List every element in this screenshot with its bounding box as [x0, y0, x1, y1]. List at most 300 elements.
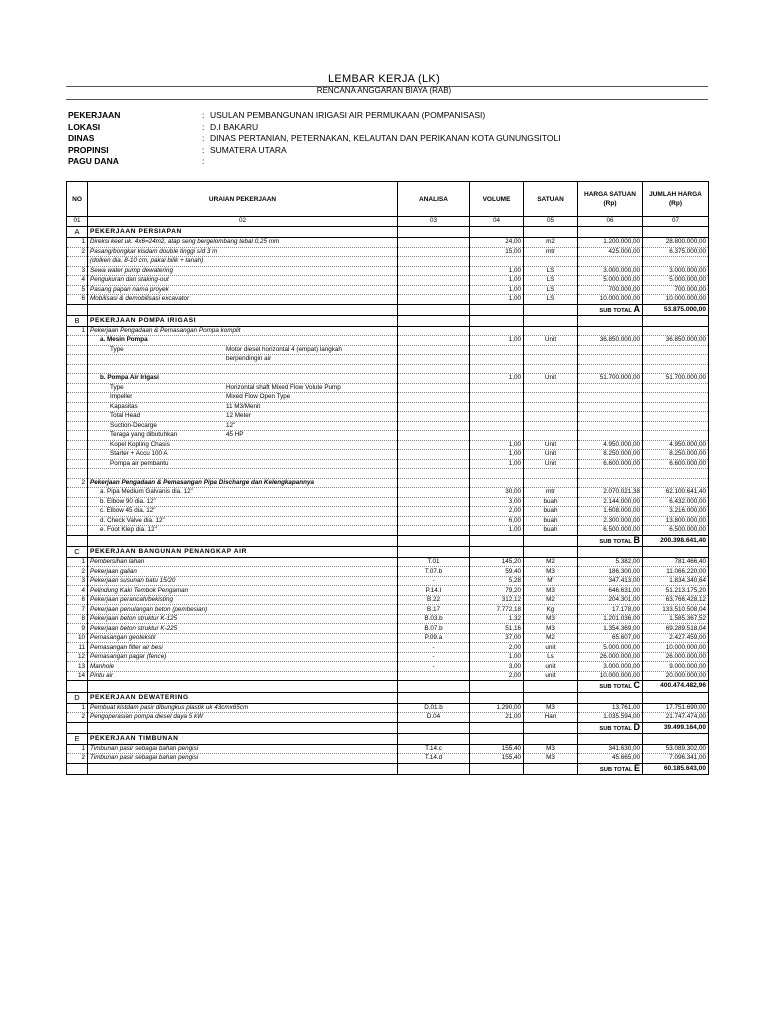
- item-description: [88, 633, 398, 643]
- item-volume: [470, 402, 524, 412]
- subtotal-letter: B: [633, 535, 640, 545]
- item-no: [67, 488, 88, 498]
- item-harga-satuan: 8.250.000,00: [578, 450, 643, 460]
- empty-cell: [470, 692, 524, 703]
- item-jumlah-harga: 5.000.000,00: [643, 276, 709, 286]
- info-row: PROPINSI : SUMATERA UTARA: [68, 144, 287, 155]
- subtotal-row: [67, 535, 709, 546]
- info-row: DINAS : DINAS PERTANIAN, PETERNAKAN, KELAUTAN DAN PERIKANAN KOTA GUNUNGSITOLI: [68, 133, 561, 143]
- item-description-text: Starter + Accu 100 A: [110, 450, 168, 458]
- item-harga-satuan: 1.035.594,00: [578, 713, 643, 723]
- item-no: 8: [67, 614, 88, 624]
- item-no: [67, 526, 88, 536]
- item-analisa: B.22: [398, 595, 470, 605]
- item-description: [88, 402, 398, 412]
- table-row: [67, 643, 709, 653]
- item-volume: 1,00: [470, 295, 524, 305]
- item-description-text: c. Elbow 45 dia. 12": [100, 507, 156, 515]
- item-satuan: Unit: [524, 440, 578, 450]
- item-analisa: [398, 412, 470, 422]
- item-description-text: Timbunan pasir sebagai bahan pengisi: [90, 744, 199, 752]
- item-analisa: [398, 671, 470, 681]
- item-description: [88, 383, 398, 393]
- col-header-harga-satuan: HARGA SATUAN (Rp): [578, 182, 643, 217]
- item-no: [67, 459, 88, 469]
- item-volume: 3,00: [470, 662, 524, 672]
- item-analisa: [398, 266, 470, 276]
- item-harga-satuan: 5.382,00: [578, 557, 643, 567]
- item-no: 12: [67, 652, 88, 662]
- item-volume: [470, 257, 524, 267]
- item-volume: [470, 412, 524, 422]
- col-index: 05: [524, 217, 578, 227]
- col-header-satuan: SATUAN: [524, 182, 578, 217]
- item-jumlah-harga: 36.850.000,00: [643, 336, 709, 346]
- table-row: [67, 526, 709, 536]
- empty-cell: [643, 315, 709, 326]
- table-row: [67, 257, 709, 267]
- item-satuan: Kg: [524, 605, 578, 615]
- item-harga-satuan: 2.070.021,38: [578, 488, 643, 498]
- item-jumlah-harga: 6.500.000,00: [643, 526, 709, 536]
- item-harga-satuan: 3.000.000,00: [578, 662, 643, 672]
- subtotal-label: [578, 722, 643, 733]
- item-no: 4: [67, 586, 88, 596]
- item-analisa: [398, 364, 470, 374]
- table-row: [67, 459, 709, 469]
- section-name: PEKERJAAN POMPA IRIGASI: [88, 315, 398, 326]
- item-spec-text: Horizontal shaft Mixed Flow Volute Pump: [226, 383, 341, 391]
- table-row: [67, 393, 709, 403]
- item-volume: 59,40: [470, 567, 524, 577]
- info-value: USULAN PEMBANGUNAN IRIGASI AIR PERMUKAAN (POMPANISASI): [210, 110, 486, 120]
- item-jumlah-harga: [643, 421, 709, 431]
- item-jumlah-harga: 3.000.000,00: [643, 266, 709, 276]
- item-description-text: Pekerjaan beton struktur K-225: [90, 624, 178, 632]
- item-harga-satuan: 2.300.000,00: [578, 516, 643, 526]
- item-analisa: [398, 276, 470, 286]
- item-analisa: -: [398, 576, 470, 586]
- item-description-text: Sewa water pump dewatering: [90, 266, 173, 274]
- item-volume: 24,00: [470, 238, 524, 248]
- rab-table: [66, 181, 709, 775]
- item-analisa: T.14.c: [398, 744, 470, 754]
- item-satuan: M3: [524, 754, 578, 764]
- table-row: [67, 516, 709, 526]
- table-row: [67, 402, 709, 412]
- empty-cell: [67, 681, 88, 692]
- item-spec-text: 12 Meter: [226, 412, 251, 420]
- table-row: [67, 364, 709, 374]
- item-volume: 2,00: [470, 671, 524, 681]
- item-analisa: [398, 355, 470, 365]
- subtotal-row: [67, 681, 709, 692]
- item-spec-text: Motor diesel horizontal 4 (empat) langkah: [226, 345, 342, 353]
- empty-cell: [88, 304, 398, 315]
- item-description: [88, 431, 398, 441]
- item-no: 2: [67, 247, 88, 257]
- info-row: LOKASI : D.I BAKARU: [68, 121, 259, 132]
- item-analisa: P.09.a: [398, 633, 470, 643]
- item-satuan: M2: [524, 595, 578, 605]
- col-header-volume: VOLUME: [470, 182, 524, 217]
- item-description: [88, 247, 398, 257]
- item-no: 10: [67, 633, 88, 643]
- item-volume: [470, 326, 524, 336]
- item-harga-satuan: 1.201.036,00: [578, 614, 643, 624]
- table-row: [67, 295, 709, 305]
- item-jumlah-harga: 10.000.000,00: [643, 643, 709, 653]
- item-description: [88, 624, 398, 634]
- item-description: [88, 295, 398, 305]
- item-description: [88, 440, 398, 450]
- item-harga-satuan: 5.000.000,00: [578, 643, 643, 653]
- item-harga-satuan: 26.000.000,00: [578, 652, 643, 662]
- item-description: [88, 586, 398, 596]
- item-satuan: mtr: [524, 488, 578, 498]
- item-harga-satuan: 36.850.000,00: [578, 336, 643, 346]
- empty-cell: [398, 535, 470, 546]
- subtotal-label-text: SUB TOTAL: [599, 307, 632, 314]
- col-index: 06: [578, 217, 643, 227]
- item-jumlah-harga: [643, 257, 709, 267]
- item-description: [88, 393, 398, 403]
- item-harga-satuan: 65.607,00: [578, 633, 643, 643]
- empty-cell: [470, 681, 524, 692]
- item-volume: 3,00: [470, 497, 524, 507]
- item-analisa: T.07.b: [398, 567, 470, 577]
- item-description-text: Mobilisasi & demobilisasi excavator: [90, 295, 190, 303]
- item-satuan: M3: [524, 586, 578, 596]
- item-description-text: d. Check Valve dia. 12": [100, 516, 165, 524]
- subtotal-letter: E: [633, 763, 640, 773]
- item-volume: 1,00: [470, 652, 524, 662]
- item-volume: 2,00: [470, 507, 524, 517]
- table-row: [67, 383, 709, 393]
- item-harga-satuan: 1.608.000,00: [578, 507, 643, 517]
- section-header-row: [67, 315, 709, 326]
- item-jumlah-harga: [643, 345, 709, 355]
- table-row: [67, 624, 709, 634]
- item-jumlah-harga: [643, 402, 709, 412]
- item-jumlah-harga: 26.000.000,00: [643, 652, 709, 662]
- item-description: [88, 488, 398, 498]
- subtotal-label-text: SUB TOTAL: [599, 684, 632, 691]
- item-description: [88, 276, 398, 286]
- section-letter: B: [67, 315, 88, 326]
- item-description-text: Pemasangan pagar (fence): [90, 653, 167, 661]
- table-row: [67, 276, 709, 286]
- item-satuan: M3: [524, 567, 578, 577]
- item-analisa: [398, 393, 470, 403]
- item-satuan: M2: [524, 557, 578, 567]
- item-analisa: [398, 238, 470, 248]
- table-row: [67, 557, 709, 567]
- section-letter: A: [67, 227, 88, 238]
- item-jumlah-harga: 781.466,40: [643, 557, 709, 567]
- empty-cell: [398, 692, 470, 703]
- item-description-text: Pekerjaan Pengadaan & Pemasangan Pipa Discharge dan Kelengkapannya: [90, 478, 314, 486]
- table-row: [67, 469, 709, 479]
- item-description-text: Pekerjaan galian: [90, 567, 137, 575]
- table-row: [67, 374, 709, 384]
- item-satuan: Unit: [524, 336, 578, 346]
- empty-cell: [470, 722, 524, 733]
- col-header-analisa: ANALISA: [398, 182, 470, 217]
- item-no: [67, 383, 88, 393]
- info-row: PAGU DANA :: [68, 156, 205, 166]
- item-description: [88, 421, 398, 431]
- item-volume: [470, 383, 524, 393]
- item-volume: 51,16: [470, 624, 524, 634]
- item-harga-satuan: 186.300,00: [578, 567, 643, 577]
- subtotal-value: 60.185.643,00: [643, 763, 709, 774]
- item-description: [88, 412, 398, 422]
- empty-cell: [578, 733, 643, 744]
- empty-cell: [67, 535, 88, 546]
- subtotal-label: [578, 304, 643, 315]
- item-harga-satuan: [578, 257, 643, 267]
- col-index: 07: [643, 217, 709, 227]
- item-satuan: [524, 383, 578, 393]
- table-row: [67, 336, 709, 346]
- item-jumlah-harga: 20.000.000,00: [643, 671, 709, 681]
- item-volume: 1,00: [470, 266, 524, 276]
- section-name: PEKERJAAN DEWATERING: [88, 692, 398, 703]
- section-letter: C: [67, 546, 88, 557]
- subtotal-letter: C: [633, 680, 640, 691]
- item-analisa: [398, 421, 470, 431]
- table-row: [67, 713, 709, 723]
- empty-cell: [470, 227, 524, 238]
- item-harga-satuan: 204.301,00: [578, 595, 643, 605]
- item-jumlah-harga: [643, 355, 709, 365]
- item-description: [88, 497, 398, 507]
- item-analisa: T.14.d: [398, 754, 470, 764]
- section-name: PEKERJAAN BANGUNAN PENANGKAP AIR: [88, 546, 398, 557]
- item-description: [88, 576, 398, 586]
- item-jumlah-harga: 7.096.341,00: [643, 754, 709, 764]
- item-jumlah-harga: 6.375.000,00: [643, 247, 709, 257]
- item-description: [88, 345, 398, 355]
- empty-cell: [524, 763, 578, 774]
- item-no: [67, 440, 88, 450]
- item-harga-satuan: 700.000,00: [578, 285, 643, 295]
- col-header-uraian: URAIAN PEKERJAAN: [88, 182, 398, 217]
- section-name: PEKERJAAN TIMBUNAN: [88, 733, 398, 744]
- item-volume: [470, 364, 524, 374]
- table-row: [67, 744, 709, 754]
- item-description-text: Pengukuran dan staking-out: [90, 276, 169, 284]
- info-label: DINAS: [68, 133, 95, 143]
- subtotal-label-text: SUB TOTAL: [599, 766, 633, 773]
- subtotal-label-text: SUB TOTAL: [599, 725, 632, 732]
- subtotal-label: [578, 763, 643, 774]
- subtotal-letter: D: [633, 722, 640, 732]
- item-jumlah-harga: 3.216.000,00: [643, 507, 709, 517]
- item-analisa: [398, 526, 470, 536]
- empty-cell: [578, 227, 643, 238]
- item-satuan: [524, 469, 578, 479]
- item-satuan: [524, 402, 578, 412]
- section-name: PEKERJAAN PERSIAPAN: [88, 227, 398, 238]
- item-jumlah-harga: [643, 383, 709, 393]
- empty-cell: [398, 681, 470, 692]
- item-analisa: D.04: [398, 713, 470, 723]
- subtotal-label-text: SUB TOTAL: [599, 538, 632, 545]
- item-jumlah-harga: [643, 412, 709, 422]
- table-row: [67, 478, 709, 488]
- subtotal-value: 53.875.000,00: [643, 304, 709, 315]
- item-description-text: Kapasitas: [110, 402, 138, 410]
- col-index: 03: [398, 217, 470, 227]
- item-no: [67, 469, 88, 479]
- table-row: [67, 507, 709, 517]
- item-satuan: [524, 412, 578, 422]
- item-volume: 37,00: [470, 633, 524, 643]
- item-satuan: buah: [524, 507, 578, 517]
- item-jumlah-harga: [643, 364, 709, 374]
- item-jumlah-harga: 1.585.367,52: [643, 614, 709, 624]
- item-harga-satuan: 3.000.000,00: [578, 266, 643, 276]
- empty-cell: [643, 546, 709, 557]
- item-analisa: P.14.I: [398, 586, 470, 596]
- empty-cell: [643, 733, 709, 744]
- document-title: LEMBAR KERJA (LK): [327, 73, 441, 85]
- table-row: [67, 285, 709, 295]
- item-no: [67, 516, 88, 526]
- item-no: [67, 336, 88, 346]
- item-jumlah-harga: 8.250.000,00: [643, 450, 709, 460]
- item-volume: [470, 355, 524, 365]
- item-no: 14: [67, 671, 88, 681]
- section-header-row: [67, 227, 709, 238]
- item-satuan: [524, 478, 578, 488]
- item-no: 2: [67, 567, 88, 577]
- empty-cell: [67, 763, 88, 774]
- item-no: 1: [67, 744, 88, 754]
- item-satuan: unit: [524, 643, 578, 653]
- item-description-text: (dolken dia. 8-10 cm, pakai bilik + tanah): [90, 257, 204, 265]
- item-volume: 6,00: [470, 516, 524, 526]
- item-analisa: [398, 336, 470, 346]
- item-analisa: [398, 383, 470, 393]
- item-description-text: Pemasangan geotekstil: [90, 634, 156, 642]
- table-row: [67, 662, 709, 672]
- item-description-text: a. Mesin Pompa: [100, 336, 148, 344]
- table-row: [67, 586, 709, 596]
- item-satuan: buah: [524, 526, 578, 536]
- empty-cell: [578, 315, 643, 326]
- item-satuan: [524, 326, 578, 336]
- item-satuan: Hari: [524, 713, 578, 723]
- subtotal-value: 400.474.482,96: [643, 681, 709, 692]
- item-analisa: -: [398, 662, 470, 672]
- item-description: [88, 652, 398, 662]
- item-analisa: [398, 257, 470, 267]
- item-no: 6: [67, 595, 88, 605]
- item-description-text: Pekerjaan penulangan beton (pembesian): [90, 605, 208, 613]
- item-description: [88, 614, 398, 624]
- item-volume: 145,20: [470, 557, 524, 567]
- item-analisa: D.01.b: [398, 703, 470, 713]
- empty-cell: [470, 546, 524, 557]
- subtotal-letter: A: [633, 304, 640, 314]
- item-satuan: LS: [524, 276, 578, 286]
- item-description: [88, 326, 398, 336]
- subtotal-row: [67, 763, 709, 774]
- item-harga-satuan: 425.000,00: [578, 247, 643, 257]
- item-description: [88, 557, 398, 567]
- item-volume: [470, 393, 524, 403]
- item-satuan: unit: [524, 662, 578, 672]
- item-jumlah-harga: 133.510.508,04: [643, 605, 709, 615]
- item-satuan: [524, 355, 578, 365]
- item-description-text: Manhole: [90, 662, 115, 670]
- item-no: [67, 450, 88, 460]
- item-description: [88, 754, 398, 764]
- subtotal-value: 39.499.164,00: [643, 722, 709, 733]
- item-volume: 2,00: [470, 643, 524, 653]
- item-volume: 21,00: [470, 713, 524, 723]
- item-harga-satuan: 4.950.000,00: [578, 440, 643, 450]
- item-analisa: [398, 507, 470, 517]
- item-description: [88, 238, 398, 248]
- item-analisa: [398, 402, 470, 412]
- item-satuan: buah: [524, 516, 578, 526]
- empty-cell: [470, 315, 524, 326]
- item-satuan: M3: [524, 624, 578, 634]
- item-satuan: m2: [524, 238, 578, 248]
- item-analisa: [398, 326, 470, 336]
- item-description: [88, 567, 398, 577]
- empty-cell: [67, 304, 88, 315]
- item-description-text: b. Elbow 90 dia. 12": [100, 497, 156, 505]
- empty-cell: [524, 722, 578, 733]
- item-jumlah-harga: [643, 431, 709, 441]
- item-description: [88, 605, 398, 615]
- item-description-text: Type: [110, 383, 124, 391]
- empty-cell: [643, 692, 709, 703]
- item-analisa: [398, 295, 470, 305]
- item-volume: [470, 478, 524, 488]
- item-description-text: Pembuat kistdam pasir dibungkus plastik uk 43cmx65cm: [90, 703, 249, 711]
- table-row: [67, 238, 709, 248]
- empty-cell: [470, 763, 524, 774]
- item-jumlah-harga: 51.213.175,20: [643, 586, 709, 596]
- item-satuan: Unit: [524, 374, 578, 384]
- empty-cell: [524, 315, 578, 326]
- table-row: [67, 412, 709, 422]
- document-subtitle: RENCANA ANGGARAN BIAYA (RAB): [316, 86, 452, 95]
- item-description: [88, 595, 398, 605]
- item-description: [88, 516, 398, 526]
- empty-cell: [398, 733, 470, 744]
- item-harga-satuan: [578, 402, 643, 412]
- item-no: [67, 355, 88, 365]
- empty-cell: [88, 722, 398, 733]
- item-satuan: M3: [524, 614, 578, 624]
- col-index: 01: [67, 217, 88, 227]
- table-row: [67, 326, 709, 336]
- item-satuan: unit: [524, 671, 578, 681]
- table-row: [67, 567, 709, 577]
- item-satuan: LS: [524, 285, 578, 295]
- item-analisa: [398, 478, 470, 488]
- col-index: 04: [470, 217, 524, 227]
- item-description-text: Timbunan pasir sebagai bahan pengisi: [90, 754, 199, 762]
- table-row: [67, 450, 709, 460]
